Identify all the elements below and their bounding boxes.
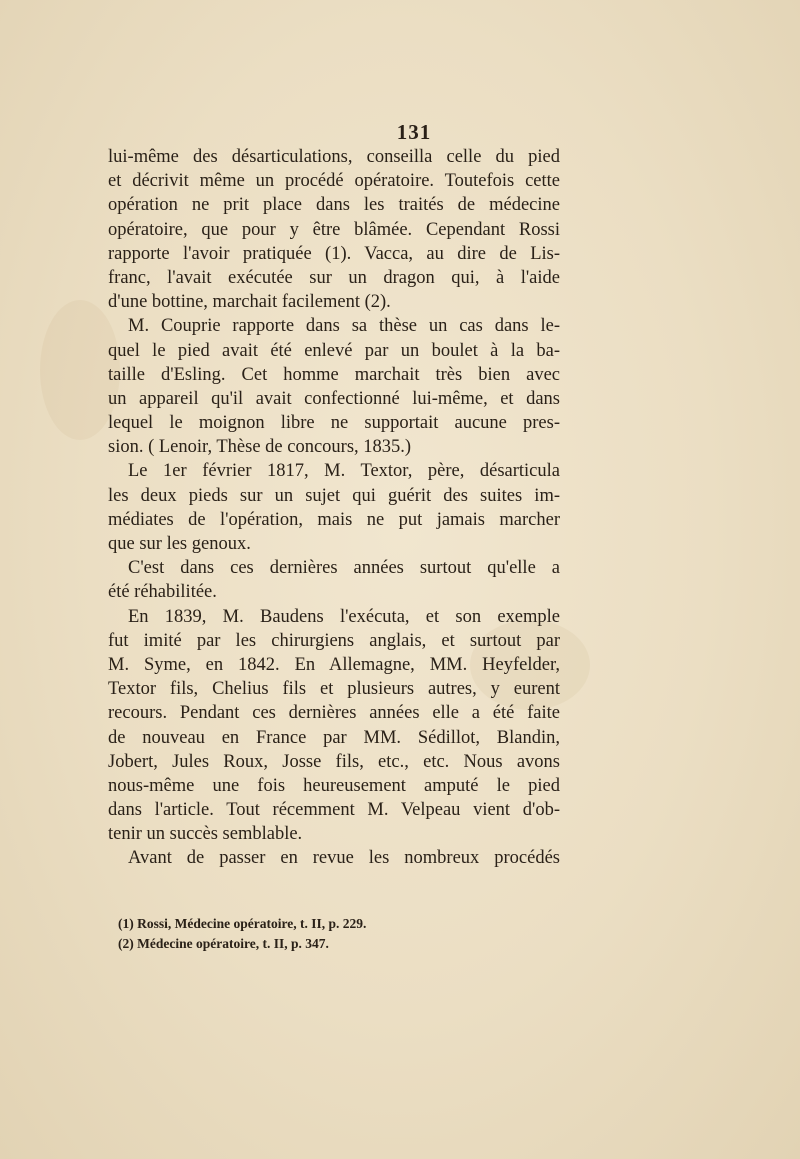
text-line: lui-même des désarticulations, conseilla celle du pied <box>108 147 560 167</box>
text-line: fut imité par les chirurgiens anglais, et surtout par <box>108 630 560 651</box>
text-line: opération ne prit place dans les traités de médecine <box>108 195 560 216</box>
text-line: un appareil qu'il avait confectionné lui-même, et dans <box>108 388 560 409</box>
text-line: sion. ( Lenoir, Thèse de concours, 1835.) <box>108 437 412 458</box>
text-line: Avant de passer en revue les nombreux procédés <box>128 848 560 869</box>
text-line: Jobert, Jules Roux, Josse fils, etc., etc. Nous avons <box>108 751 560 772</box>
footnote: (2) Médecine opératoire, t. II, p. 347. <box>118 936 329 951</box>
footnotes <box>118 914 558 954</box>
text-line: taille d'Esling. Cet homme marchait très bien avec <box>108 364 560 385</box>
text-line: été réhabilitée. <box>108 582 217 603</box>
text-line: dans l'article. Tout récemment M. Velpeau vient d'ob- <box>108 800 560 821</box>
page-number: 131 <box>396 120 432 144</box>
text-line: franc, l'avait exécutée sur un dragon qui, à l'aide <box>108 267 560 288</box>
text-line: tenir un succès semblable. <box>108 824 303 845</box>
text-line: quel le pied avait été enlevé par un boulet à la ba- <box>108 340 560 361</box>
text-line: que sur les genoux. <box>108 534 251 554</box>
text-line: recours. Pendant ces dernières années elle a été faite <box>108 703 560 724</box>
footnote: (1) Rossi, Médecine opératoire, t. II, p. 229. <box>118 916 367 931</box>
text-line: opératoire, que pour y être blâmée. Cependant Rossi <box>108 219 560 240</box>
text-line: nous-même une fois heureusement amputé le pied <box>108 775 560 796</box>
text-line: En 1839, M. Baudens l'exécuta, et son exemple <box>128 606 560 627</box>
text-line: Le 1er février 1817, M. Textor, père, désarticula <box>128 461 560 482</box>
text-line: Textor fils, Chelius fils et plusieurs autres, y eurent <box>108 679 560 700</box>
text-line: d'une bottine, marchait facilement (2). <box>108 292 391 313</box>
text-line: de nouveau en France par MM. Sédillot, Blandin, <box>108 727 560 748</box>
text-line: C'est dans ces dernières années surtout qu'elle a <box>128 558 560 579</box>
text-line: médiates de l'opération, mais ne put jamais marcher <box>108 509 560 530</box>
body-text <box>108 145 560 871</box>
text-line: M. Syme, en 1842. En Allemagne, MM. Heyfelder, <box>108 654 560 675</box>
text-line: et décrivit même un procédé opératoire. Toutefois cette <box>108 171 560 192</box>
text-line: lequel le moignon libre ne supportait aucune pres- <box>108 413 560 434</box>
text-line: rapporte l'avoir pratiquée (1). Vacca, au dire de Lis- <box>108 243 560 264</box>
text-line: M. Couprie rapporte dans sa thèse un cas dans le- <box>128 316 560 337</box>
text-line: les deux pieds sur un sujet qui guérit des suites im- <box>108 485 560 506</box>
